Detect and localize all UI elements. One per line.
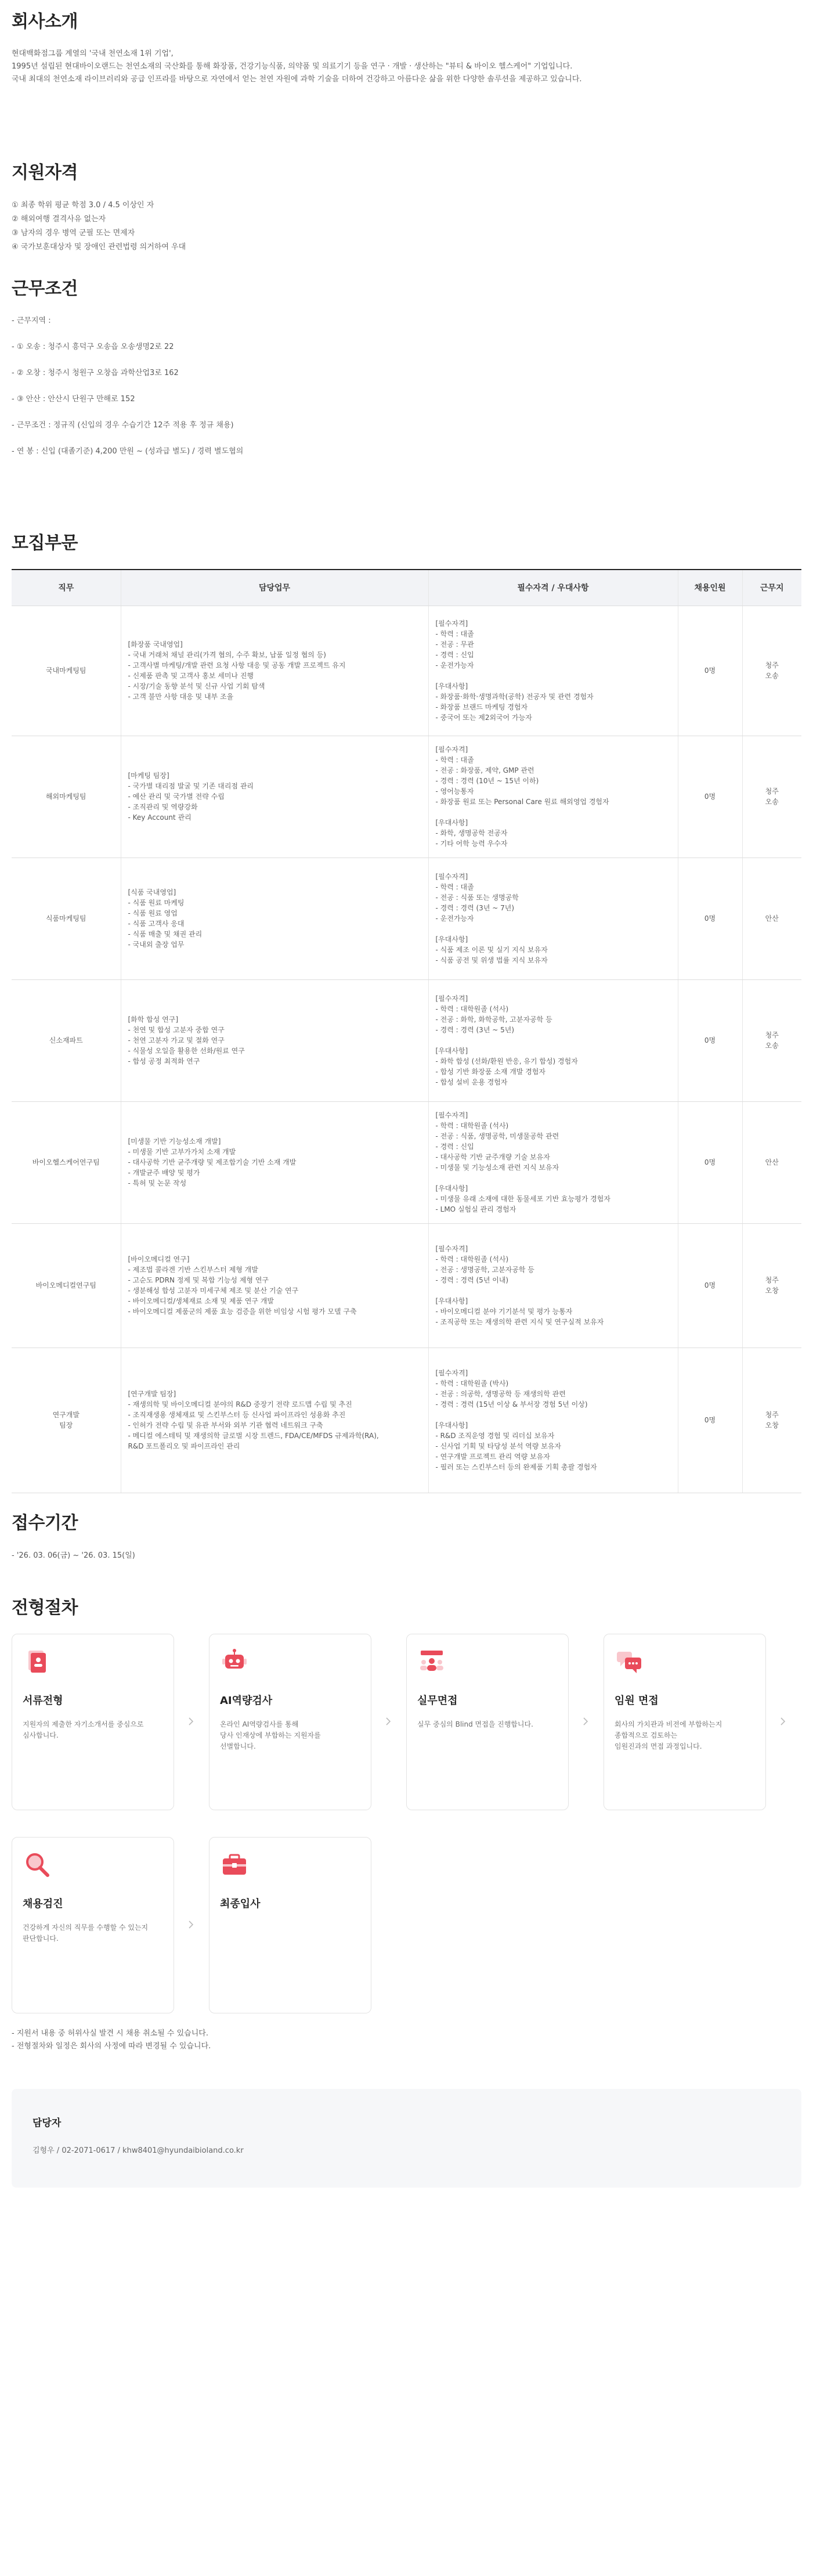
job-name: 해외마케팅팀 bbox=[45, 792, 86, 801]
jobs-title: 모집부문 bbox=[12, 533, 78, 553]
robot-icon bbox=[220, 1647, 249, 1676]
requirement-line: [필수자격] bbox=[435, 1111, 468, 1119]
section-qualification bbox=[12, 151, 801, 267]
jobs-table-body bbox=[12, 606, 801, 1493]
process-step-title: 실무면접 bbox=[417, 1694, 458, 1707]
process-step-desc-line: 지원자의 제출한 자기소개서를 중심으로 bbox=[23, 1720, 144, 1728]
process-step-desc-line: 임원진과의 면접 과정입니다. bbox=[615, 1742, 702, 1750]
requirement-line: - 전공 : 생명공학, 고분자공학 등 bbox=[435, 1266, 534, 1274]
document-icon bbox=[23, 1647, 52, 1676]
contact-box bbox=[12, 2089, 801, 2188]
spacer bbox=[436, 671, 671, 681]
requirement-line: - 경력 : 신입 bbox=[435, 1143, 474, 1151]
duty-line: - 천연 고분자 가교 및 절화 연구 bbox=[128, 1036, 225, 1044]
header-job: 직무 bbox=[12, 570, 121, 606]
about-line: 1995년 설립된 현대바이오랜드는 천연소재의 국산화를 통해 화장품, 건강기능식품, 의약품 및 의료기기 등을 연구 · 개발 · 생산하는 "뷰티 & 바이오 헬스케어" 기업입니다. bbox=[12, 62, 573, 71]
duty-line: - 제조법 콜라겐 기반 스킨부스터 제형 개발 bbox=[128, 1266, 258, 1274]
job-name: 신소재파트 bbox=[49, 1036, 83, 1044]
chevron-right-icon bbox=[581, 1717, 590, 1726]
etc-list bbox=[12, 2027, 801, 2053]
spacer bbox=[436, 924, 671, 934]
process-step-card bbox=[604, 1634, 766, 1810]
requirement-line: [우대사항] bbox=[435, 1421, 468, 1429]
requirement-line: - 기타 어학 능력 우수자 bbox=[435, 840, 508, 848]
process-step-card bbox=[12, 1837, 174, 2013]
contact-title: 담당자 bbox=[32, 2117, 62, 2129]
duty-line: - 대사공학 기반 균주개량 및 제조합기술 기반 소재 개발 bbox=[128, 1158, 297, 1166]
chevron-right-icon bbox=[384, 1717, 393, 1726]
job-requirements-cell bbox=[428, 1223, 678, 1348]
duty-line: - 고객 불만 사항 대응 및 내부 조율 bbox=[128, 693, 234, 701]
condition-item: - ① 오송 : 청주시 흥덕구 오송읍 오송생명2로 22 bbox=[12, 343, 174, 351]
job-name-cell bbox=[12, 1223, 121, 1348]
interview-icon bbox=[417, 1647, 446, 1676]
conditions-title: 근무조건 bbox=[12, 279, 78, 299]
duty-line: - 고순도 PDRN 정제 및 복합 기능성 제형 연구 bbox=[128, 1276, 269, 1284]
requirement-line: - 전공 : 의공학, 생명공학 등 재생의학 관련 bbox=[435, 1390, 566, 1398]
job-location: 청주 bbox=[765, 787, 779, 795]
section-process bbox=[12, 1586, 801, 1987]
duty-line: [연구개발 팀장] bbox=[128, 1390, 176, 1398]
job-count: 0명 bbox=[678, 858, 742, 979]
duty-line: - 합성 공정 최적화 연구 bbox=[128, 1057, 200, 1065]
requirement-line: [필수자격] bbox=[435, 1245, 468, 1253]
job-duties bbox=[128, 1136, 421, 1188]
requirement-line: - 조직공학 또는 재생의학 관련 지식 및 연구실적 보유자 bbox=[435, 1318, 604, 1326]
duty-line: R&D 포트폴리오 및 파이프라인 관리 bbox=[128, 1442, 240, 1450]
requirement-line: - 대사공학 기반 균주개량 기술 보유자 bbox=[435, 1153, 550, 1161]
condition-item: - ② 오창 : 청주시 청원구 오창읍 과학산업3로 162 bbox=[12, 369, 179, 377]
job-duties-cell bbox=[121, 736, 428, 858]
job-count: 0명 bbox=[678, 979, 742, 1101]
duty-line: - 식품 원료 영업 bbox=[128, 909, 178, 917]
job-location: 안산 bbox=[765, 1158, 779, 1166]
requirement-line: - 합성 기반 화장품 소재 개발 경험자 bbox=[435, 1068, 546, 1076]
search-icon bbox=[23, 1850, 52, 1879]
requirement-line: [필수자격] bbox=[435, 619, 468, 628]
job-duties-cell bbox=[121, 606, 428, 736]
process-step-desc-line: 당사 인재상에 부합하는 지원자를 bbox=[220, 1731, 321, 1739]
job-location: 청주 bbox=[765, 1411, 779, 1419]
section-etc bbox=[12, 1987, 801, 2188]
job-location: 오송 bbox=[765, 672, 779, 680]
process-steps bbox=[12, 1634, 801, 2013]
job-name: 바이오메디컬연구팀 bbox=[35, 1281, 96, 1289]
condition-item: - 연 봉 : 신입 (대졸기준) 4,200 만원 ~ (성과급 별도) / 경력 별도협의 bbox=[12, 447, 244, 456]
requirement-line: - 전공 : 화장품, 제약, GMP 관련 bbox=[435, 766, 534, 774]
job-count: 0명 bbox=[678, 1101, 742, 1223]
requirement-line: - 영어능통자 bbox=[435, 787, 474, 795]
duty-line: - 천연 및 합성 고분자 중합 연구 bbox=[128, 1026, 225, 1034]
requirement-line: - 신사업 기획 및 타당성 분석 역량 보유자 bbox=[435, 1442, 562, 1450]
job-duties bbox=[128, 887, 421, 950]
table-row bbox=[12, 606, 801, 736]
requirement-line: - 필러 또는 스킨부스터 등의 완제품 기획 총괄 경험자 bbox=[435, 1463, 597, 1471]
requirement-line: - 전공 : 무관 bbox=[435, 640, 474, 648]
job-count: 0명 bbox=[678, 1223, 742, 1348]
duty-line: - 인허가 전략 수립 및 유관 부서와 외부 기관 협력 네트워크 구축 bbox=[128, 1421, 323, 1429]
etc-item: - 지원서 내용 중 허위사실 발견 시 채용 취소될 수 있습니다. bbox=[12, 2029, 208, 2038]
requirement-line: - 운전가능자 bbox=[435, 661, 474, 669]
requirement-line: [필수자격] bbox=[435, 873, 468, 881]
job-name: 연구개발 bbox=[52, 1411, 80, 1419]
job-requirements-cell bbox=[428, 1101, 678, 1223]
process-title: 전형절차 bbox=[12, 1597, 78, 1618]
section-jobs bbox=[12, 528, 801, 1493]
process-step-title: 최종입사 bbox=[220, 1897, 261, 1910]
process-step-card bbox=[406, 1634, 569, 1810]
requirement-line: [우대사항] bbox=[435, 1047, 468, 1055]
job-requirements bbox=[436, 871, 671, 965]
job-requirements bbox=[436, 1110, 671, 1215]
duty-line: [마케팅 팀장] bbox=[128, 772, 169, 780]
etc-item: - 전형절차와 일정은 회사의 사정에 따라 변경될 수 있습니다. bbox=[12, 2041, 211, 2051]
duty-line: - 개발균주 배양 및 평가 bbox=[128, 1169, 200, 1177]
process-step-desc bbox=[615, 1719, 755, 1752]
duty-line: - 시장/기술 동향 분석 및 신규 사업 기회 탐색 bbox=[128, 682, 265, 690]
qualification-item: ③ 남자의 경우 병역 군필 또는 면제자 bbox=[12, 229, 135, 237]
requirement-line: [필수자격] bbox=[435, 995, 468, 1003]
job-location-cell bbox=[742, 606, 801, 736]
job-name-cell bbox=[12, 1101, 121, 1223]
requirement-line: - 전공 : 식품 또는 생명공학 bbox=[435, 894, 519, 902]
header-duties: 담당업무 bbox=[121, 570, 428, 606]
requirement-line: - 학력 : 대졸 bbox=[435, 630, 474, 638]
job-duties bbox=[128, 1014, 421, 1067]
job-duties bbox=[128, 770, 421, 823]
job-name: 국내마케팅팀 bbox=[45, 666, 86, 675]
requirement-line: - 화장품·화학·생명과학(공학) 전공자 및 관련 경험자 bbox=[435, 693, 594, 701]
chevron-right-icon bbox=[186, 1920, 196, 1929]
job-location: 오창 bbox=[765, 1421, 779, 1429]
duty-line: - 식품 매출 및 채권 관리 bbox=[128, 930, 203, 938]
requirement-line: - 학력 : 대학원졸 (석사) bbox=[435, 1122, 509, 1130]
process-step-desc bbox=[417, 1719, 558, 1730]
qualification-item: ① 최종 학위 평균 학점 3.0 / 4.5 이상인 자 bbox=[12, 201, 154, 210]
job-requirements bbox=[436, 744, 671, 849]
qualification-title: 지원자격 bbox=[12, 163, 78, 183]
duty-line: - 조직관리 및 역량강화 bbox=[128, 803, 198, 811]
process-step-card bbox=[12, 1634, 174, 1810]
duty-line: - Key Account 관리 bbox=[128, 813, 191, 822]
duty-line: - 바이오메디컬 제품군의 제품 효능 검증을 위한 비임상 시험 평가 모델 구축 bbox=[128, 1307, 357, 1316]
duty-line: - 식품 원료 마케팅 bbox=[128, 899, 185, 907]
process-step-desc bbox=[23, 1719, 163, 1741]
chat-icon bbox=[615, 1647, 644, 1676]
briefcase-icon bbox=[220, 1850, 249, 1879]
process-step-desc-line: 건강하게 자신의 직무를 수행할 수 있는지 bbox=[23, 1923, 149, 1932]
job-location-cell bbox=[742, 736, 801, 858]
qualification-list bbox=[12, 199, 801, 254]
duty-line: - 생분해성 합성 고분자 미세구체 제조 및 분산 기술 연구 bbox=[128, 1287, 299, 1295]
section-conditions bbox=[12, 267, 801, 528]
duty-line: - 예산 관리 및 국가별 전략 수립 bbox=[128, 792, 225, 801]
job-duties-cell bbox=[121, 858, 428, 979]
job-name-cell bbox=[12, 858, 121, 979]
requirement-line: - 경력 : 경력 (10년 ~ 15년 이하) bbox=[435, 777, 539, 785]
job-requirements-cell bbox=[428, 1348, 678, 1493]
spacer bbox=[436, 1173, 671, 1183]
process-step-card bbox=[209, 1837, 371, 2013]
requirement-line: - 화학, 생명공학 전공자 bbox=[435, 829, 508, 837]
duty-line: [화학 합성 연구] bbox=[128, 1015, 179, 1024]
job-requirements bbox=[436, 993, 671, 1087]
job-location: 청주 bbox=[765, 1031, 779, 1039]
requirement-line: [우대사항] bbox=[435, 935, 468, 943]
spacer bbox=[436, 1285, 671, 1296]
duty-line: - 미생물 기반 고부가가치 소재 개발 bbox=[128, 1148, 236, 1156]
job-duties bbox=[128, 639, 421, 702]
job-location: 오송 bbox=[765, 798, 779, 806]
jobs-table bbox=[12, 569, 801, 1493]
requirement-line: [우대사항] bbox=[435, 1184, 468, 1192]
about-text bbox=[12, 48, 801, 86]
job-duties-cell bbox=[121, 1101, 428, 1223]
requirement-line: - 합성 설비 운용 경험자 bbox=[435, 1078, 508, 1086]
duty-line: [미생물 기반 기능성소재 개발] bbox=[128, 1137, 221, 1145]
process-step-desc bbox=[220, 1719, 360, 1752]
process-step-title: AI역량검사 bbox=[220, 1694, 273, 1707]
job-requirements-cell bbox=[428, 979, 678, 1101]
process-step-title: 임원 면접 bbox=[615, 1694, 659, 1707]
job-duties-cell bbox=[121, 1348, 428, 1493]
job-duties-cell bbox=[121, 1223, 428, 1348]
requirement-line: [우대사항] bbox=[435, 682, 468, 690]
requirement-line: - 경력 : 경력 (3년 ~ 7년) bbox=[435, 904, 514, 912]
about-line: 국내 최대의 천연소재 라이브러리와 공급 인프라를 바탕으로 자연에서 얻는 천연 자원에 과학 기술을 더하여 건강하고 아름다운 삶을 위한 다양한 솔루션을 제공하고 있습니다. bbox=[12, 75, 582, 84]
job-location-cell bbox=[742, 1223, 801, 1348]
job-name-cell bbox=[12, 1348, 121, 1493]
chevron-right-icon bbox=[186, 1717, 196, 1726]
job-name: 팀장 bbox=[59, 1421, 73, 1429]
requirement-line: - 미생물 및 기능성소재 관련 지식 보유자 bbox=[435, 1163, 559, 1172]
duty-line: [화장품 국내영업] bbox=[128, 640, 183, 648]
requirement-line: - 전공 : 화학, 화학공학, 고분자공학 등 bbox=[435, 1015, 552, 1024]
spacer bbox=[436, 1410, 671, 1420]
job-location-cell bbox=[742, 979, 801, 1101]
duty-line: - 국내외 출장 업무 bbox=[128, 941, 185, 949]
table-row bbox=[12, 1348, 801, 1493]
job-name-cell bbox=[12, 736, 121, 858]
job-location: 청주 bbox=[765, 1276, 779, 1284]
condition-item: - 근무지역 : bbox=[12, 316, 51, 325]
about-line: 현대백화점그룹 계열의 '국내 천연소재 1위 기업', bbox=[12, 49, 174, 58]
job-location: 오송 bbox=[765, 1042, 779, 1050]
header-location: 근무지 bbox=[742, 570, 801, 606]
requirement-line: [우대사항] bbox=[435, 819, 468, 827]
section-about bbox=[12, 0, 801, 151]
job-location-cell bbox=[742, 1348, 801, 1493]
section-period bbox=[12, 1493, 801, 1586]
requirement-line: - 학력 : 대학원졸 (석사) bbox=[435, 1255, 509, 1263]
requirement-line: - 식품 제조 이론 및 실기 지식 보유자 bbox=[435, 946, 548, 954]
duty-line: - 국내 거래처 채널 관리(가격 협의, 수주 확보, 납품 일정 협의 등) bbox=[128, 651, 326, 659]
about-title: 회사소개 bbox=[12, 12, 78, 32]
duty-line: - 바이오메디컬/생체재료 소재 및 제품 연구 개발 bbox=[128, 1297, 274, 1305]
requirement-line: - 경력 : 경력 (5년 이내) bbox=[435, 1276, 509, 1284]
period-title: 접수기간 bbox=[12, 1512, 78, 1533]
duty-line: - 메디컬 에스테틱 및 재생의학 글로벌 시장 트렌드, FDA/CE/MFDS 규제과학(RA), bbox=[128, 1432, 379, 1440]
contact-info: 김형우 / 02-2071-0617 / khw8401@hyundaibioland.co.kr bbox=[32, 2146, 244, 2155]
job-location: 안산 bbox=[765, 914, 779, 923]
requirement-line: - 중국어 또는 제2외국어 가능자 bbox=[435, 714, 532, 722]
duty-line: [식품 국내영업] bbox=[128, 888, 176, 896]
job-requirements bbox=[436, 1244, 671, 1327]
requirement-line: - 화장품 원료 또는 Personal Care 원료 해외영업 경험자 bbox=[435, 798, 609, 806]
process-step-desc-line: 선별합니다. bbox=[220, 1742, 256, 1750]
job-count: 0명 bbox=[678, 1348, 742, 1493]
duty-line: - 식물성 오일을 활용한 선화/원료 연구 bbox=[128, 1047, 245, 1055]
condition-item: - 근무조건 : 정규직 (신입의 경우 수습기간 12주 적용 후 정규 채용) bbox=[12, 421, 234, 430]
table-row bbox=[12, 1101, 801, 1223]
duty-line: - 재생의학 및 바이오메디컬 분야의 R&D 중장기 전략 로드맵 수립 및 추진 bbox=[128, 1400, 352, 1408]
requirement-line: [우대사항] bbox=[435, 1297, 468, 1305]
duty-line: - 특허 및 논문 작성 bbox=[128, 1179, 187, 1187]
requirement-line: - 학력 : 대졸 bbox=[435, 883, 474, 891]
requirement-line: - 바이오메디컬 분야 기기분석 및 평가 능통자 bbox=[435, 1307, 573, 1316]
process-step-title: 채용검진 bbox=[23, 1897, 63, 1910]
requirement-line: - 식품 공전 및 위생 법률 지식 보유자 bbox=[435, 956, 548, 964]
job-requirements bbox=[436, 1368, 671, 1472]
requirement-line: - R&D 조직운영 경험 및 리더십 보유자 bbox=[435, 1432, 555, 1440]
job-requirements-cell bbox=[428, 606, 678, 736]
process-step-card bbox=[209, 1634, 371, 1810]
requirement-line: - 전공 : 식품, 생명공학, 미생물공학 관련 bbox=[435, 1132, 559, 1140]
duty-line: - 식품 고객사 응대 bbox=[128, 920, 185, 928]
requirement-line: - 학력 : 대학원졸 (박사) bbox=[435, 1379, 509, 1388]
job-duties-cell bbox=[121, 979, 428, 1101]
job-name: 바이오헬스케어연구팀 bbox=[32, 1158, 100, 1166]
job-location: 오창 bbox=[765, 1287, 779, 1295]
requirement-line: - 미생물 유래 소재에 대한 동물세포 기반 효능평가 경험자 bbox=[435, 1195, 610, 1203]
job-name: 식품마케팅팀 bbox=[45, 914, 86, 923]
requirement-line: [필수자격] bbox=[435, 1369, 468, 1377]
job-location-cell bbox=[742, 1101, 801, 1223]
header-count: 채용인원 bbox=[678, 570, 742, 606]
duty-line: - 조직재생용 생체재료 및 스킨부스터 등 신사업 파이프라인 성용화 추진 bbox=[128, 1411, 346, 1419]
job-name-cell bbox=[12, 979, 121, 1101]
process-step-desc-line: 종합적으로 검토하는 bbox=[615, 1731, 678, 1739]
requirement-line: - 경력 : 경력 (3년 ~ 5년) bbox=[435, 1026, 514, 1034]
job-name-cell bbox=[12, 606, 121, 736]
process-step-desc-line: 온라인 AI역량검사를 통해 bbox=[220, 1720, 299, 1728]
job-count: 0명 bbox=[678, 606, 742, 736]
table-row bbox=[12, 979, 801, 1101]
requirement-line: - 연구개발 프로젝트 관리 역량 보유자 bbox=[435, 1453, 550, 1461]
requirement-line: - 학력 : 대졸 bbox=[435, 756, 474, 764]
job-duties bbox=[128, 1389, 421, 1451]
job-duties bbox=[128, 1254, 421, 1317]
period-text: - '26. 03. 06(금) ~ '26. 03. 15(일) bbox=[12, 1551, 135, 1560]
table-row bbox=[12, 858, 801, 979]
requirement-line: - 화학 합성 (선화/환원 반응, 유기 합성) 경험자 bbox=[435, 1057, 578, 1065]
requirement-line: - 화장품 브랜드 마케팅 경험자 bbox=[435, 703, 528, 711]
duty-line: - 고객사별 마케팅/개발 관련 요청 사항 대응 및 공동 개발 프로젝트 유지 bbox=[128, 661, 346, 669]
job-location-cell bbox=[742, 858, 801, 979]
process-step-desc-line: 판단합니다. bbox=[23, 1934, 59, 1943]
condition-item: - ③ 안산 : 안산시 단원구 만해로 152 bbox=[12, 395, 135, 403]
spacer bbox=[436, 807, 671, 817]
jobs-table-header bbox=[12, 570, 801, 606]
job-requirements bbox=[436, 618, 671, 723]
requirement-line: [필수자격] bbox=[435, 745, 468, 754]
job-requirements-cell bbox=[428, 858, 678, 979]
spacer bbox=[436, 1035, 671, 1046]
process-step-desc-line: 심사합니다. bbox=[23, 1731, 59, 1739]
header-requirements: 필수자격 / 우대사항 bbox=[428, 570, 678, 606]
conditions-list bbox=[12, 315, 801, 458]
qualification-item: ④ 국가보훈대상자 및 장애인 관련법령 의거하여 우대 bbox=[12, 243, 186, 251]
duty-line: - 신제품 판촉 및 고객사 홍보 세미나 진행 bbox=[128, 672, 254, 680]
requirement-line: - LMO 실험실 관리 경험자 bbox=[435, 1205, 516, 1213]
process-step-title: 서류전형 bbox=[23, 1694, 63, 1707]
process-step-desc-line: 회사의 가치관과 비전에 부합하는지 bbox=[615, 1720, 722, 1728]
qualification-item: ② 해외여행 결격사유 없는자 bbox=[12, 215, 106, 224]
job-location: 청주 bbox=[765, 661, 779, 669]
chevron-right-icon bbox=[778, 1717, 787, 1726]
requirement-line: - 학력 : 대학원졸 (석사) bbox=[435, 1005, 509, 1013]
requirement-line: - 운전가능자 bbox=[435, 914, 474, 923]
job-count: 0명 bbox=[678, 736, 742, 858]
process-step-desc-line: 실무 중심의 Blind 면접을 진행합니다. bbox=[417, 1720, 533, 1728]
table-row bbox=[12, 1223, 801, 1348]
table-row bbox=[12, 736, 801, 858]
process-step-desc bbox=[23, 1922, 163, 1944]
duty-line: - 국가별 대리점 발굴 및 기존 대리점 관리 bbox=[128, 782, 254, 790]
requirement-line: - 경력 : 경력 (15년 이상 & 부서장 경험 5년 이상) bbox=[435, 1400, 588, 1408]
job-requirements-cell bbox=[428, 736, 678, 858]
requirement-line: - 경력 : 신입 bbox=[435, 651, 474, 659]
duty-line: [바이오메디컬 연구] bbox=[128, 1255, 190, 1263]
